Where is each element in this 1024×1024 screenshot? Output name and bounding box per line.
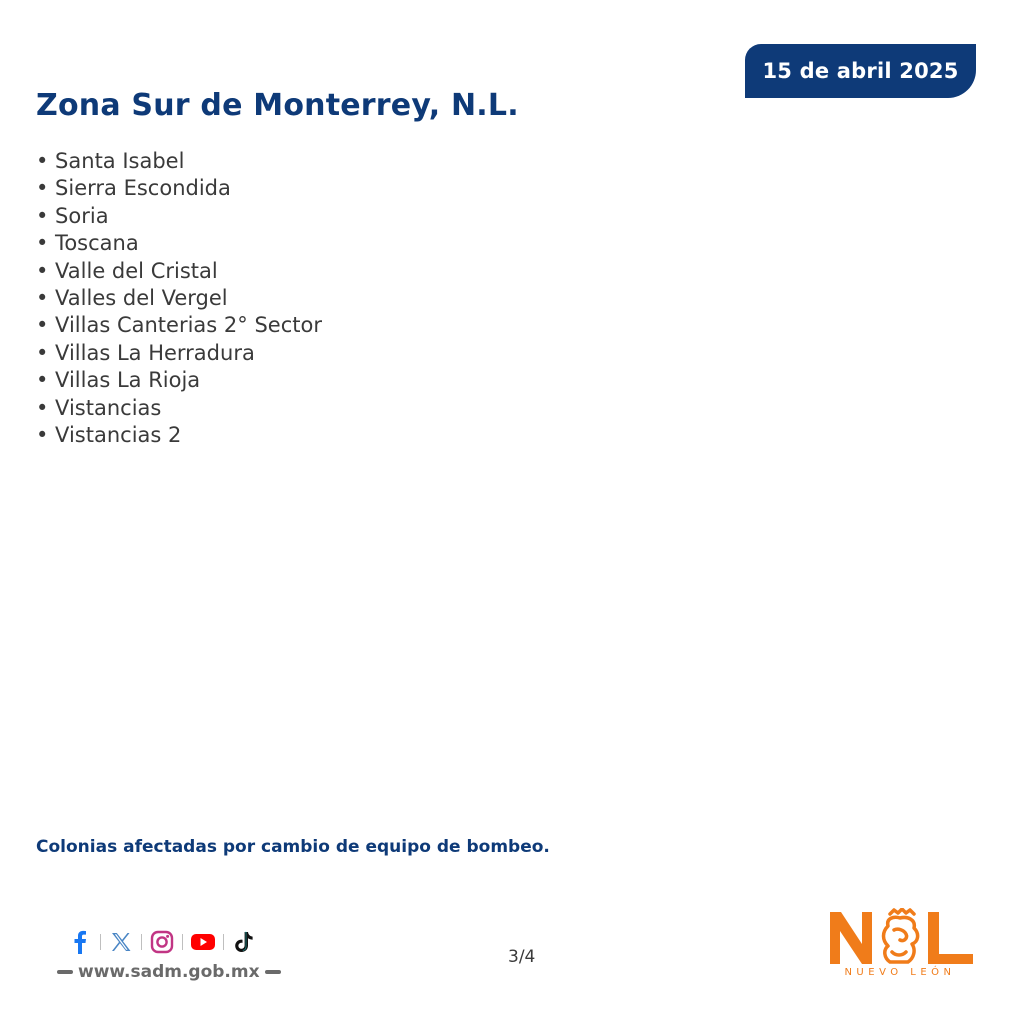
website-link[interactable] <box>52 962 286 982</box>
list-item: • Villas La Herradura <box>36 340 255 365</box>
list-item: • Valle del Cristal <box>36 258 218 283</box>
list-item: • Vistancias <box>36 395 162 420</box>
dash-decoration <box>57 970 73 974</box>
list-item: • Soria <box>36 203 109 228</box>
footnote: Colonias afectadas por cambio de equipo de bombeo. <box>36 837 550 857</box>
facebook-icon[interactable] <box>66 928 94 956</box>
divider <box>141 934 142 950</box>
list-item: • Toscana <box>36 231 139 256</box>
list-item: • Santa Isabel <box>36 149 185 173</box>
page-title: Zona Sur de Monterrey, N.L. <box>36 88 519 123</box>
colonias-list <box>36 148 322 449</box>
divider <box>182 934 183 950</box>
dash-decoration <box>265 970 281 974</box>
x-icon[interactable] <box>107 928 135 956</box>
list-item: • Valles del Vergel <box>36 285 228 310</box>
logo-caption: NUEVO LEÓN <box>844 967 956 978</box>
divider <box>223 934 224 950</box>
divider <box>100 934 101 950</box>
list-item: • Vistancias 2 <box>36 422 182 447</box>
date-text: 15 de abril 2025 <box>762 59 959 83</box>
date-badge <box>745 44 976 98</box>
list-item: • Villas La Rioja <box>36 368 201 393</box>
instagram-icon[interactable] <box>148 928 176 956</box>
list-item: • Villas Canterias 2° Sector <box>36 313 322 338</box>
page-indicator: 3/4 <box>508 947 536 967</box>
youtube-icon[interactable] <box>189 928 217 956</box>
list-item: • Sierra Escondida <box>36 176 231 201</box>
tiktok-icon[interactable] <box>230 928 258 956</box>
website-text: www.sadm.gob.mx <box>78 962 260 982</box>
social-links <box>66 928 258 956</box>
